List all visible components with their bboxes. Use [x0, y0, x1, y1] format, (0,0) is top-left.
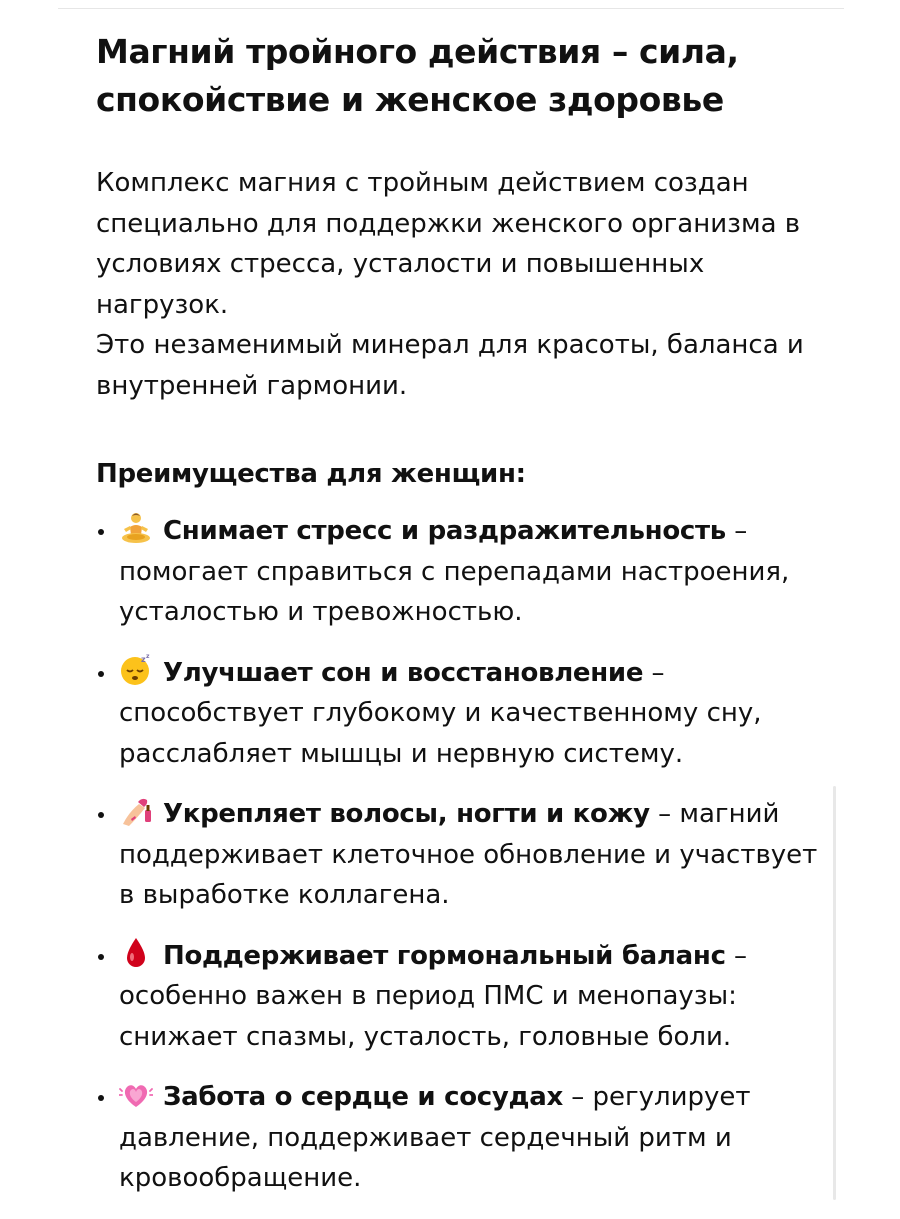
article-content — [96, 28, 820, 1219]
svg-text:z: z — [146, 652, 150, 660]
bullet-icon — [98, 529, 104, 535]
meditating-person-icon — [119, 511, 153, 545]
benefit-title: Снимает стресс и раздражительность — [163, 516, 726, 546]
intro-section — [96, 163, 820, 406]
benefit-title: Укрепляет волосы, ногти и кожу — [163, 799, 650, 829]
bullet-icon — [98, 812, 104, 818]
benefit-description: – помогает справиться с перепадами настроения, усталостью и тревожностью. — [119, 516, 790, 627]
sleeping-face-icon — [119, 653, 153, 687]
intro-paragraph-1: Комплекс магния с тройным действием создан специально для поддержки женского организма в условиях стресса, усталости и повышенных нагрузок. — [96, 168, 801, 320]
benefit-item — [96, 653, 820, 775]
bullet-icon — [98, 671, 104, 677]
benefit-title: Поддерживает гормональный баланс — [163, 940, 726, 971]
benefit-item — [96, 1077, 820, 1199]
top-divider — [58, 8, 844, 9]
benefit-description: – магний поддерживает клеточное обновление и участвует в выработке коллагена. — [119, 799, 818, 910]
benefit-description: – способствует глубокому и качественному сну, расслабляет мышцы и нервную систему. — [119, 657, 762, 769]
growing-heart-icon — [119, 1077, 153, 1111]
benefit-item — [96, 794, 820, 916]
benefit-item — [96, 511, 820, 633]
benefit-title: Улучшает сон и восстановление — [163, 657, 644, 688]
article-title: Магний тройного действия – сила, спокойствие и женское здоровье — [96, 32, 739, 119]
intro-paragraph-2: Это незаменимый минерал для красоты, баланса и внутренней гармонии. — [96, 330, 804, 401]
benefits-heading: Преимущества для женщин: — [96, 459, 526, 489]
nail-polish-icon — [119, 794, 153, 828]
benefit-description: – особенно важен в период ПМС и менопаузы: снижает спазмы, усталость, головные боли. — [119, 940, 747, 1052]
bullet-icon — [98, 1095, 104, 1101]
svg-text:z: z — [141, 654, 146, 664]
scrollbar-track[interactable] — [833, 786, 836, 1200]
benefit-item — [96, 936, 820, 1058]
benefit-description: – регулирует давление, поддерживает сердечный ритм и кровообращение. — [119, 1082, 751, 1193]
blood-drop-icon — [119, 936, 153, 970]
benefit-title: Забота о сердце и сосудах — [163, 1082, 563, 1112]
benefits-list — [96, 511, 820, 1199]
bullet-icon — [98, 954, 104, 960]
